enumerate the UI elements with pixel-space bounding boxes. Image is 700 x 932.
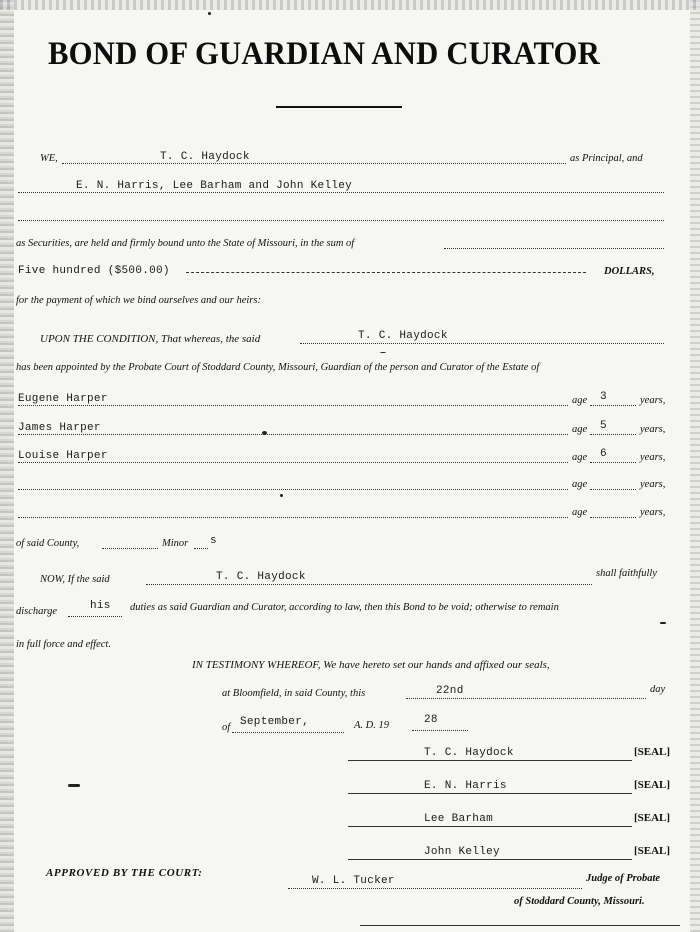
scan-edge-top [0, 0, 700, 10]
securities-line-2 [18, 220, 664, 221]
title-rule [276, 106, 402, 108]
minor-label: Minor [162, 538, 189, 549]
year-line [412, 730, 468, 731]
years-label-2: years, [640, 424, 666, 435]
day-line [406, 698, 646, 699]
now-name: T. C. Haydock [216, 571, 306, 583]
judge-name: W. L. Tucker [312, 875, 395, 887]
age-line-3 [590, 462, 636, 463]
minor-age-3: 6 [600, 448, 607, 460]
judge-of-probate: Judge of Probate [586, 873, 661, 884]
age-line-4 [590, 489, 636, 490]
duties-clause: duties as said Guardian and Curator, according to law, then this Bond to be void; otherwise to remain [130, 602, 559, 613]
as-securities-clause: as Securities, are held and firmly bound unto the State of Missouri, in the sum of [16, 238, 355, 249]
seal-label-3: [SEAL] [634, 812, 671, 824]
age-line-5 [590, 517, 636, 518]
day-label: day [650, 684, 666, 695]
document-title: BOND OF GUARDIAN AND CURATOR [48, 36, 600, 72]
county-line [102, 548, 158, 549]
age-label-4: age [572, 479, 588, 490]
of-stoddard: of Stoddard County, Missouri. [514, 896, 645, 907]
condition-line [300, 343, 664, 344]
minor-line-1 [18, 405, 568, 406]
minor-age-2: 5 [600, 420, 607, 432]
age-label-3: age [572, 452, 588, 463]
minor-age-1: 3 [600, 391, 607, 403]
seal-label-4: [SEAL] [634, 845, 671, 857]
minor-suffix: s [210, 535, 217, 547]
years-label-5: years, [640, 507, 666, 518]
discharge-label: discharge [16, 606, 58, 617]
full-force: in full force and effect. [16, 639, 111, 650]
signature-line-4 [348, 859, 632, 860]
minor-line-3 [18, 462, 568, 463]
sum-text: Five hundred ($500.00) [18, 265, 170, 277]
signature-line-1 [348, 760, 632, 761]
years-label-4: years, [640, 479, 666, 490]
sum-line-1 [444, 248, 664, 249]
signature-name-2: E. N. Harris [424, 780, 507, 792]
now-line [146, 584, 592, 585]
minor-line-4 [18, 489, 568, 490]
seal-label-2: [SEAL] [634, 779, 671, 791]
minor-name-3: Louise Harper [18, 450, 108, 462]
scan-speck [262, 431, 267, 435]
appointed-clause: has been appointed by the Probate Court of Stoddard County, Missouri, Guardian of the person and Curator of the Estate of [16, 362, 540, 373]
age-label-5: age [572, 507, 588, 518]
scan-speck [380, 352, 386, 353]
year-value: 28 [424, 714, 438, 726]
years-label-3: years, [640, 452, 666, 463]
scan-edge-right [690, 0, 700, 932]
minor-name-2: James Harper [18, 422, 101, 434]
scan-speck [280, 494, 283, 497]
signature-name-3: Lee Barham [424, 813, 494, 825]
of-label: of [222, 722, 231, 733]
scan-speck [660, 622, 666, 624]
as-principal-label: as Principal, and [570, 153, 643, 164]
scan-edge-left [0, 0, 14, 932]
age-line-2 [590, 434, 636, 435]
securities-line-1 [18, 192, 664, 193]
signature-name-4: John Kelley [424, 846, 500, 858]
approved-label: APPROVED BY THE COURT: [46, 867, 203, 879]
signature-line-3 [348, 826, 632, 827]
age-label-2: age [572, 424, 588, 435]
sum-fill-dashes [186, 272, 586, 273]
judge-line [288, 888, 582, 889]
age-line-1 [590, 405, 636, 406]
years-label-1: years, [640, 395, 666, 406]
age-label-1: age [572, 395, 588, 406]
upon-condition-label: UPON THE CONDITION, That whereas, the said [40, 333, 261, 345]
month-line [232, 732, 344, 733]
month-value: September, [240, 716, 310, 728]
seal-label-1: [SEAL] [634, 746, 671, 758]
bottom-rule [360, 925, 680, 926]
principal-name: T. C. Haydock [160, 151, 250, 163]
now-label: NOW, If the said [40, 574, 110, 585]
ad-label: A. D. 19 [354, 720, 389, 731]
securities-names: E. N. Harris, Lee Barham and John Kelley [76, 180, 353, 192]
condition-name: T. C. Haydock [358, 330, 448, 342]
dollars-label: DOLLARS, [604, 266, 655, 277]
scan-speck [208, 12, 211, 15]
discharge-pronoun: his [90, 600, 111, 612]
minor-line-2 [18, 434, 568, 435]
payment-clause: for the payment of which we bind ourselves and our heirs: [16, 295, 261, 306]
we-label: WE, [40, 153, 58, 164]
minor-line-5 [18, 517, 568, 518]
of-said-county: of said County, [16, 538, 80, 549]
scan-speck [68, 784, 80, 787]
testimony-clause: IN TESTIMONY WHEREOF, We have hereto set our hands and affixed our seals, [192, 659, 550, 671]
day-value: 22nd [436, 685, 464, 697]
minor-name-1: Eugene Harper [18, 393, 108, 405]
at-bloomfield: at Bloomfield, in said County, this [222, 688, 366, 699]
minor-suffix-line [194, 548, 208, 549]
shall-faithfully: shall faithfully [596, 568, 657, 579]
signature-line-2 [348, 793, 632, 794]
principal-line [62, 163, 566, 164]
discharge-line [68, 616, 122, 617]
signature-name-1: T. C. Haydock [424, 747, 514, 759]
